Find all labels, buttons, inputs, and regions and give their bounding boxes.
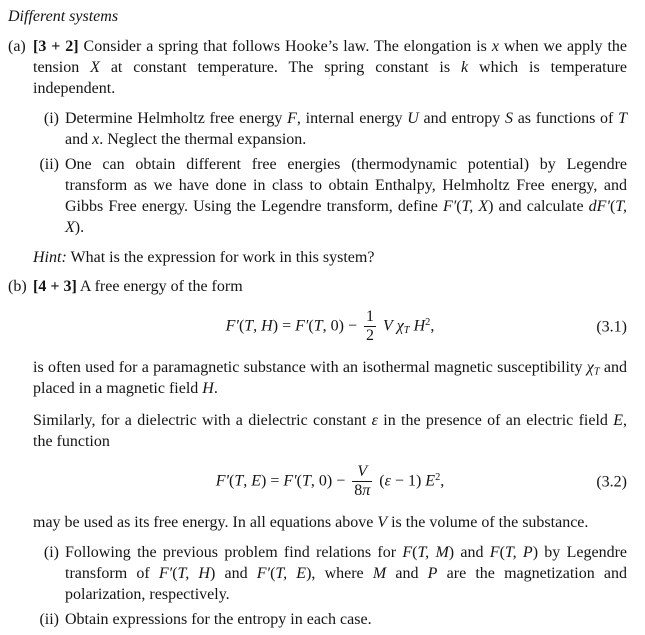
problem-b-item-i-label: (i) (43, 543, 59, 561)
problem-a (8, 36, 627, 268)
problem-b-label: (b) (8, 278, 27, 295)
problem-a-hint: Hint: What is the expression for work in this system? (33, 249, 375, 266)
problem-b (8, 276, 627, 630)
equation-3-2-formula: F′(T, E) = F′(T, 0) − $\frac{V}{8\pi}$ (ε − 1) $E^2$, (215, 462, 445, 500)
problem-a-label: (a) (8, 38, 26, 55)
dielectric-paragraph: Similarly, for a dielectric with a dielectric constant ε in the presence of an electric field E, the function (33, 411, 627, 450)
problem-a-body (33, 36, 627, 268)
problem-b-item-ii-text: Obtain expressions for the entropy in each case. (65, 610, 372, 628)
problem-a-item-ii-text: One can obtain different free energies (thermodynamic potential) by Legendre transform as we have done in class to obtain Enthalpy, Helmholtz Free energy, and Gibbs Free energy. Using the Legendre transform, define F′(T, X) and calculate dF′(T, X). (65, 156, 627, 236)
equation-3-1 (33, 308, 627, 346)
equation-3-2-number: (3.2) (596, 473, 627, 491)
problem-b-item-ii (33, 609, 627, 630)
problem-a-item-i (33, 108, 627, 150)
problem-b-item-ii-label: (ii) (39, 610, 59, 628)
problem-b-text: [4 + 3] A free energy of the form (33, 278, 243, 295)
problem-a-text: [3 + 2] Consider a spring that follows Hooke’s law. The elongation is x when we apply the tension X at constant temperature. The spring constant is k which is temperature independent. (33, 38, 628, 97)
section-heading: Different systems (8, 8, 119, 25)
problem-a-item-i-text: Determine Helmholtz free energy F, internal energy U and entropy S as functions of T and x. Neglect the thermal expansion. (65, 110, 627, 148)
problem-b-body (33, 276, 627, 630)
problem-a-item-ii-label: (ii) (39, 156, 59, 173)
paramagnetic-paragraph: is often used for a paramagnetic substance with an isothermal magnetic susceptibility χT and placed in a magnetic field H. (33, 358, 628, 397)
equation-3-1-number: (3.1) (596, 318, 627, 336)
equation-3-1-formula: F′(T, H) = F′(T, 0) − $\frac{1}{2}$ V χT $H^2$, (225, 308, 435, 345)
problem-a-item-ii (33, 154, 627, 238)
problem-b-item-i (33, 542, 627, 605)
problem-b-item-i-text: Following the previous problem find relations for F(T, M) and F(T, P) by Legendre transform of F′(T, H) and F′(T, E), where M and P are the magnetization and polarization, respectively. (65, 543, 628, 603)
problem-a-item-i-label: (i) (43, 110, 59, 127)
equation-3-2 (33, 463, 627, 501)
volume-paragraph: may be used as its free energy. In all equations above V is the volume of the substance. (33, 513, 589, 531)
